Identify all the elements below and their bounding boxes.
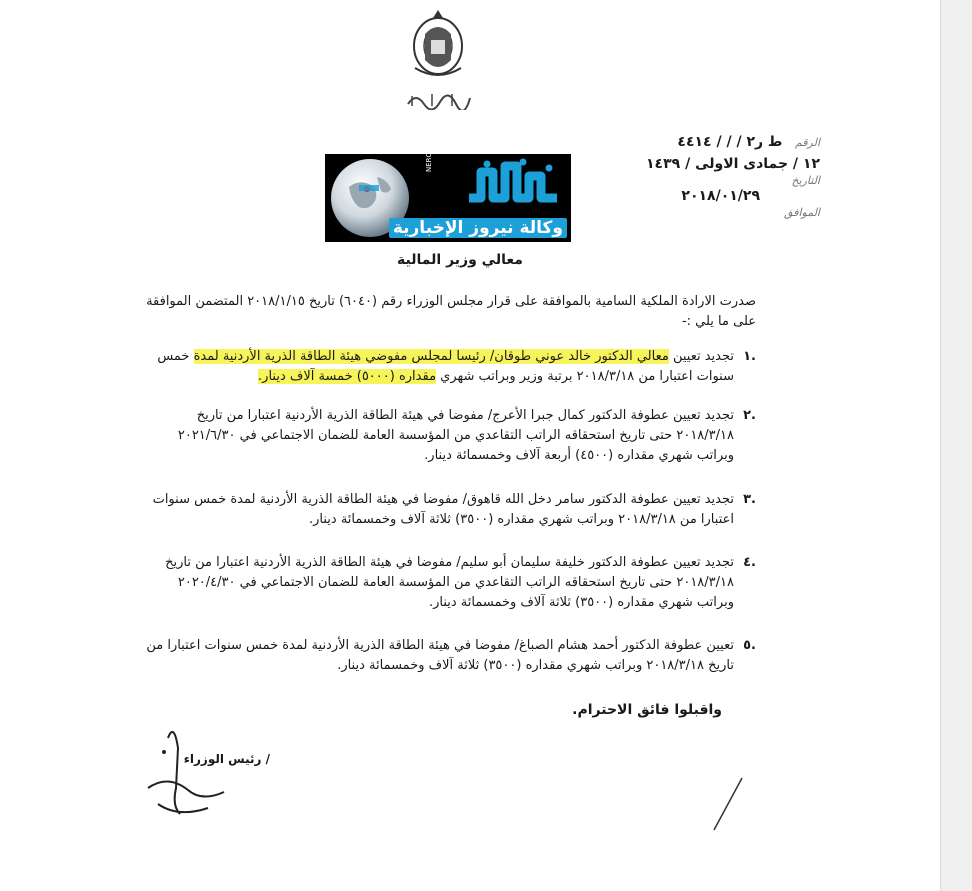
viewer-side-gutter bbox=[940, 0, 972, 891]
ref-label: الرقم bbox=[794, 136, 820, 149]
news-tagline: وكالة نيروز الإخبارية bbox=[389, 218, 567, 238]
closing-line: واقبلوا فائق الاحترام. bbox=[572, 702, 722, 718]
date-hijri: ١٢ / جمادى الاولى / ١٤٣٩ bbox=[646, 156, 820, 172]
item-text: تجديد تعيين معالي الدكتور خالد عوني طوقان/ رئيسا لمجلس مفوضي هيئة الطاقة الذرية الأردنية لمدة خمس سنوات اعتبارا من ٢٠١٨/٣/١٨ برتبة وزير وبراتب شهري مقداره (٥٠٠٠) خمسة آلاف دينار. bbox=[157, 349, 734, 384]
date-label: التاريخ bbox=[791, 174, 820, 187]
ref-number: ط ر٢ / / / ٤٤١٤ bbox=[677, 134, 783, 150]
highlighted-text: معالي الدكتور خالد عوني طوقان/ رئيسا لمجلس مفوضي هيئة الطاقة الذرية الأردنية لمدة bbox=[193, 349, 669, 364]
item-text: تجديد تعيين عطوفة الدكتور كمال جبرا الأعرج/ مفوضا في هيئة الطاقة الذرية الأردنية اعتبارا من تاريخ ٢٠١٨/٣/١٨ حتى تاريخ استحقاقه الراتب التقاعدي من المؤسسة العامة للضمان الاجتماعي في ٢٠٢١/٦/٣٠ وبراتب شهري مقداره (٤٥٠٠) أربعة آلاف وخمسمائة دينار. bbox=[177, 408, 734, 463]
signer-title: / رئيس الوزراء bbox=[183, 752, 270, 766]
list-item bbox=[140, 490, 756, 530]
banner-side-label: NEROZ.NEWS bbox=[425, 123, 433, 172]
intro-paragraph: صدرت الارادة الملكية السامية بالموافقة على قرار مجلس الوزراء رقم (٦٠٤٠) تاريخ ٢٠١٨/١/١٥ المتضمن الموافقة على ما يلي :- bbox=[146, 294, 756, 329]
date-gregorian: ٢٠١٨/٠١/٢٩ bbox=[681, 188, 760, 204]
item-number: .٢ bbox=[743, 408, 756, 423]
royal-emblem-icon bbox=[405, 6, 471, 84]
item-number: .٥ bbox=[743, 638, 756, 653]
reference-block bbox=[560, 130, 820, 230]
list-item bbox=[140, 406, 756, 466]
office-logo-calligraphy bbox=[404, 88, 474, 110]
item-number: .٣ bbox=[743, 492, 756, 507]
list-item bbox=[140, 347, 756, 387]
handwritten-signature bbox=[128, 718, 248, 828]
item-number: .١ bbox=[743, 349, 756, 364]
list-item bbox=[140, 553, 756, 613]
item-number: .٤ bbox=[743, 555, 756, 570]
news-watermark-banner bbox=[325, 123, 571, 242]
item-text: تجديد تعيين عطوفة الدكتور خليفة سليمان أبو سليم/ مفوضا في هيئة الطاقة الذرية الأردنية اعتبارا من تاريخ ٢٠١٨/٣/١٨ حتى تاريخ استحقاقه الراتب التقاعدي من المؤسسة العامة للضمان الاجتماعي في ٢٠٢٠/٤/٣٠ وبراتب شهري مقداره (٣٥٠٠) ثلاثة آلاف وخمسمائة دينار. bbox=[165, 555, 734, 610]
addressee: معالي وزير المالية bbox=[397, 252, 523, 268]
list-item bbox=[140, 636, 756, 676]
highlighted-text: مقداره (٥٠٠٠) خمسة آلاف دينار. bbox=[258, 369, 437, 384]
item-text: تعيين عطوفة الدكتور أحمد هشام الصباغ/ مفوضا في هيئة الطاقة الذرية الأردنية لمدة خمس سنوات اعتبارا من تاريخ ٢٠١٨/٣/١٨ وبراتب شهري مقداره (٣٥٠٠) ثلاثة آلاف وخمسمائة دينار. bbox=[146, 638, 734, 673]
corresponding-label: الموافق bbox=[784, 206, 820, 219]
news-brand-logo bbox=[463, 158, 563, 216]
item-text: تجديد تعيين عطوفة الدكتور سامر دخل الله قاهوق/ مفوضا في هيئة الطاقة الذرية الأردنية لمدة خمس سنوات اعتبارا من ٢٠١٨/٣/١٨ وبراتب شهري مقداره (٣٥٠٠) ثلاثة آلاف وخمسمائة دينار. bbox=[152, 492, 734, 527]
pen-stroke-mark bbox=[708, 776, 748, 832]
